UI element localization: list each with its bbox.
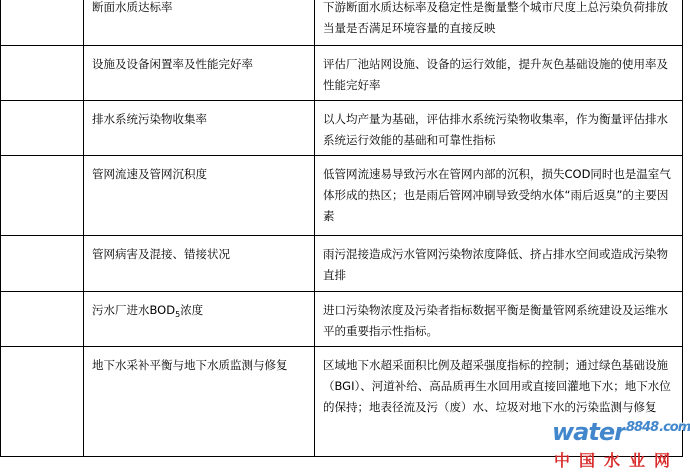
indicator-cell [84,46,315,101]
description-text: 下游断面水质达标率及稳定性是衡量整个城市尺度上总污染负荷排放当量是否满足环境容量的直接反映 [323,0,668,35]
description-cell [315,292,683,347]
description-cell [315,347,683,457]
blank-cell [1,347,84,457]
table-row [1,347,683,457]
blank-cell [1,101,84,156]
indicator-suffix: 浓度 [180,303,204,317]
watermark-brand-text: water [552,418,625,446]
table-row [1,292,683,347]
indicator-text: 管网流速及管网沉积度 [92,167,207,181]
indicator-subscript: 5 [175,310,181,319]
table-row [1,46,683,101]
table-row [1,0,683,46]
description-text: 区域地下水超采面积比例及超采强度指标的控制；通过绿色基础设施（BGI）、河道补给、高品质再生水回用或直接回灌地下水；地下水位的保持；地表径流及污（废）水、垃圾对地下水的污染监测与修复 [323,358,671,414]
description-cell [315,236,683,292]
indicator-text: 设施及设备闲置率及性能完好率 [92,57,253,71]
indicator-text: 断面水质达标率 [92,0,173,14]
description-cell [315,46,683,101]
description-text: 进口污染物浓度及污染者指标数据平衡是衡量管网系统建设及运维水平的重要指示性指标。 [323,303,668,338]
table-row [1,236,683,292]
indicator-cell [84,236,315,292]
description-text: 雨污混接造成污水管网污染物浓度降低、挤占排水空间或造成污染物直排 [323,247,668,282]
indicator-prefix: 污水厂进水BOD [92,303,176,317]
indicator-text: 地下水采补平衡与地下水质监测与修复 [92,358,288,372]
description-cell [315,156,683,236]
table-row [1,101,683,156]
indicator-cell [84,101,315,156]
indicator-cell [84,292,315,347]
indicator-text: 管网病害及混接、错接状况 [92,247,230,261]
blank-cell [1,0,84,46]
indicator-cell [84,0,315,46]
blank-cell [1,156,84,236]
blank-cell [1,292,84,347]
indicator-cell [84,156,315,236]
indicator-text: 排水系统污染物收集率 [92,112,207,126]
indicator-text [84,292,314,325]
description-text: 低管网流速易导致污水在管网内部的沉积，损失COD同时也是温室气体形成的热区；也是雨后管网冲刷导致受纳水体“雨后返臭”的主要因素 [323,167,671,223]
blank-cell [1,46,84,101]
watermark-tagline: 中国水业网 [554,451,680,470]
watermark-suffix: .com [659,420,690,435]
blank-cell [1,236,84,292]
table-row [1,156,683,236]
description-cell [315,0,683,46]
description-text: 评估厂池站网设施、设备的运行效能，提升灰色基础设施的使用率及性能完好率 [323,57,668,92]
description-text: 以人均产量为基础，评估排水系统污染物收集率，作为衡量评估排水系统运行效能的基础和可靠性指标 [323,112,668,147]
indicator-cell [84,347,315,457]
watermark-number: 8848 [625,420,659,435]
description-cell [315,101,683,156]
